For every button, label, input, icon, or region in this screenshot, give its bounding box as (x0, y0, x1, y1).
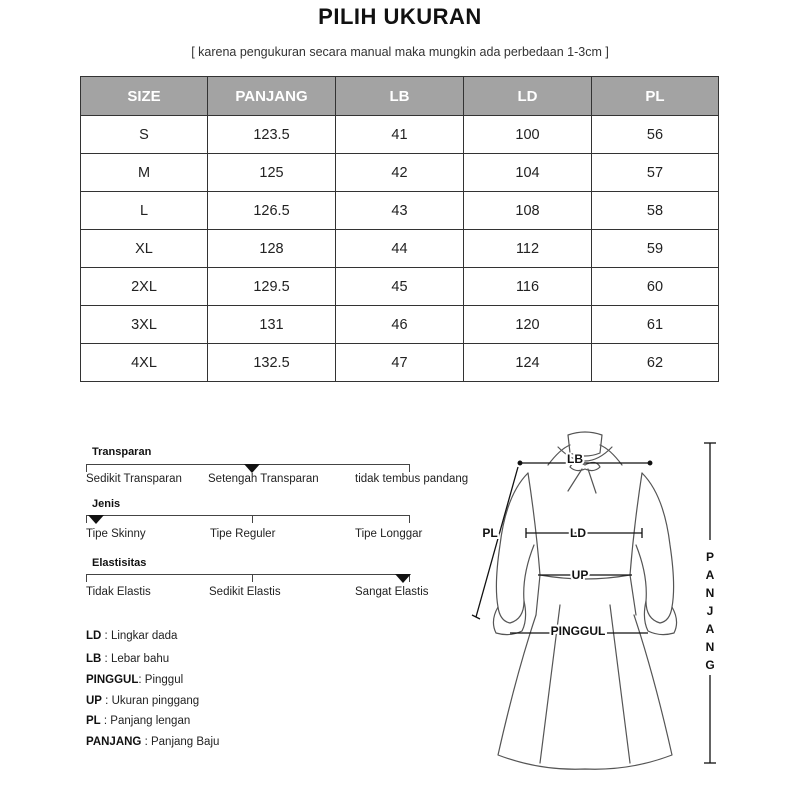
label-up: UP (571, 568, 589, 582)
label-panjang-g: G (705, 658, 715, 672)
elastisitas-scale-line (86, 574, 410, 575)
transparan-label-1: Sedikit Transparan (86, 473, 182, 485)
size-table (80, 76, 719, 382)
cell-panjang: 125 (208, 154, 336, 192)
page-subtitle: [ karena pengukuran secara manual maka mungkin ada perbedaan 1-3cm ] (191, 45, 609, 59)
cell-lb: 45 (336, 268, 464, 306)
legend-key: LB (86, 653, 102, 665)
legend-desc: Lingkar dada (110, 630, 178, 642)
cell-pl: 62 (592, 344, 719, 382)
cell-ld: 100 (464, 116, 592, 154)
cell-panjang: 132.5 (208, 344, 336, 382)
dress-side-right (630, 473, 642, 615)
legend-sep: : (101, 695, 112, 707)
bow-tie-icon (568, 462, 600, 493)
legend-desc: Panjang Baju (150, 736, 220, 748)
legend-sep: : (101, 630, 111, 642)
cell-lb: 44 (336, 230, 464, 268)
cell-size: XL (81, 230, 208, 268)
page-title: PILIH UKURAN (318, 4, 482, 29)
elastisitas-marker-icon (395, 574, 411, 583)
legend-key: LD (86, 630, 102, 642)
scale-tick (86, 515, 87, 523)
cell-lb: 42 (336, 154, 464, 192)
legend-desc: Pinggul (144, 674, 184, 686)
transparan-label-3: tidak tembus pandang (355, 473, 469, 485)
cell-panjang: 131 (208, 306, 336, 344)
legend-item-pl (86, 715, 190, 727)
dress-skirt (498, 615, 672, 769)
table-header-row (81, 77, 719, 116)
legend-desc: Panjang lengan (110, 715, 191, 727)
legend-item-pinggul (86, 674, 183, 686)
cell-size: M (81, 154, 208, 192)
elastisitas-label-1: Tidak Elastis (86, 586, 151, 598)
table-row (81, 230, 719, 268)
cell-panjang: 123.5 (208, 116, 336, 154)
header-pl: PL (592, 77, 719, 116)
measure-dot (648, 461, 652, 465)
cell-panjang: 126.5 (208, 192, 336, 230)
elastisitas-label-2: Sedikit Elastis (209, 586, 281, 598)
legend-desc: Lebar bahu (110, 653, 170, 665)
scale-tick (409, 464, 410, 472)
dress-sleeve-right (636, 473, 674, 623)
label-panjang-a2: A (705, 622, 715, 636)
label-panjang-n: N (705, 586, 715, 600)
table-row (81, 268, 719, 306)
dress-diagram (470, 425, 730, 795)
legend-key: PANJANG (86, 736, 142, 748)
cell-ld: 116 (464, 268, 592, 306)
scale-tick (252, 515, 253, 523)
label-panjang-p: P (705, 550, 715, 564)
label-pl: PL (482, 526, 498, 540)
jenis-label-3: Tipe Longgar (355, 528, 423, 540)
jenis-label-1: Tipe Skinny (86, 528, 146, 540)
label-panjang-n2: N (705, 640, 715, 654)
legend-desc: Ukuran pinggang (111, 695, 200, 707)
scale-tick (409, 515, 410, 523)
jenis-scale-line (86, 515, 410, 516)
label-panjang-a: A (705, 568, 715, 582)
label-ld: LD (570, 526, 586, 540)
cell-panjang: 129.5 (208, 268, 336, 306)
cell-ld: 112 (464, 230, 592, 268)
elastisitas-label-3: Sangat Elastis (355, 586, 429, 598)
cell-pl: 58 (592, 192, 719, 230)
legend-sep: : (141, 736, 151, 748)
cell-ld: 108 (464, 192, 592, 230)
scale-tick (86, 574, 87, 582)
cell-pl: 60 (592, 268, 719, 306)
legend-item-up (86, 695, 199, 707)
jenis-title: Jenis (92, 498, 121, 510)
scale-tick (252, 574, 253, 582)
legend-sep: : (100, 715, 111, 727)
transparan-label-2: Setengah Transparan (208, 473, 319, 485)
header-panjang: PANJANG (208, 77, 336, 116)
dress-sleeve-left (496, 473, 534, 623)
legend-sep: : (138, 674, 145, 686)
legend-key: UP (86, 695, 102, 707)
legend-item-lb (86, 653, 169, 665)
cell-ld: 104 (464, 154, 592, 192)
cell-lb: 46 (336, 306, 464, 344)
cell-size: S (81, 116, 208, 154)
table-row (81, 192, 719, 230)
cell-size: 2XL (81, 268, 208, 306)
header-size: SIZE (81, 77, 208, 116)
legend-item-panjang (86, 736, 219, 748)
cell-pl: 59 (592, 230, 719, 268)
cell-size: 3XL (81, 306, 208, 344)
cell-lb: 47 (336, 344, 464, 382)
jenis-marker-icon (88, 515, 104, 524)
cell-pl: 57 (592, 154, 719, 192)
cell-ld: 124 (464, 344, 592, 382)
legend-key: PL (86, 715, 101, 727)
dress-side-left (528, 473, 540, 615)
label-lb: LB (567, 452, 583, 466)
table-row (81, 116, 719, 154)
cell-lb: 43 (336, 192, 464, 230)
cell-size: L (81, 192, 208, 230)
cell-lb: 41 (336, 116, 464, 154)
jenis-label-2: Tipe Reguler (210, 528, 276, 540)
header-lb: LB (336, 77, 464, 116)
legend-item-ld (86, 630, 177, 642)
label-panjang-j: J (706, 604, 714, 618)
cell-pl: 61 (592, 306, 719, 344)
measure-dot (518, 461, 522, 465)
table-row (81, 344, 719, 382)
cell-panjang: 128 (208, 230, 336, 268)
cell-ld: 120 (464, 306, 592, 344)
cell-pl: 56 (592, 116, 719, 154)
transparan-marker-icon (244, 464, 260, 473)
label-pinggul: PINGGUL (550, 624, 606, 638)
table-row (81, 306, 719, 344)
header-ld: LD (464, 77, 592, 116)
legend-sep: : (101, 653, 111, 665)
transparan-title: Transparan (92, 446, 152, 458)
scale-tick (86, 464, 87, 472)
elastisitas-title: Elastisitas (92, 557, 147, 569)
table-row (81, 154, 719, 192)
cell-size: 4XL (81, 344, 208, 382)
legend-key: PINGGUL (86, 674, 139, 686)
